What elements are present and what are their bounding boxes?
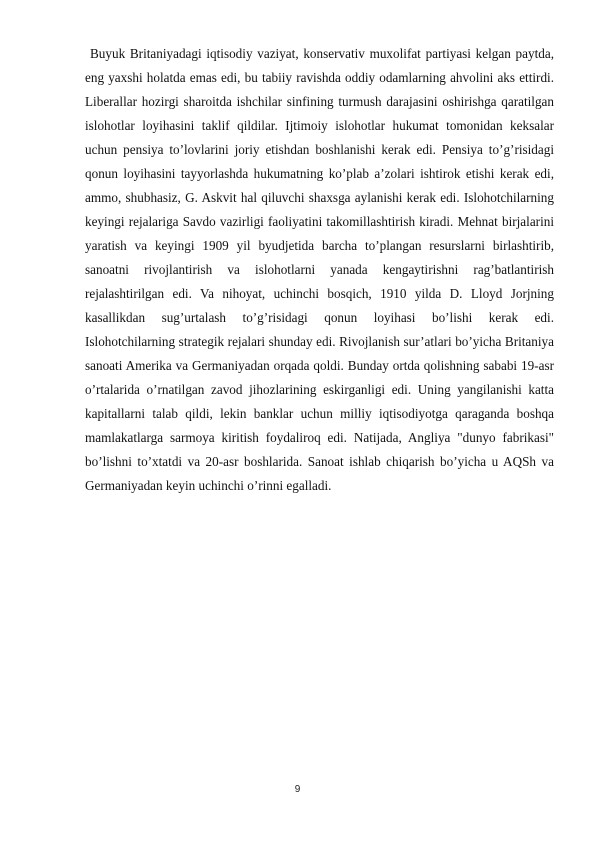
body-paragraph: Buyuk Britaniyadagi iqtisodiy vaziyat, konservativ muxolifat partiyasi kelgan paytda, eng yaxshi holatda emas edi, bu tabiiy ravishda oddiy odamlarning ahvolini aks ettirdi. Liberallar hozirgi sharoitda ishchilar sinfining turmush darajasini oshirishga qaratilgan islohotlar loyihasini taklif qildilar. Ijtimoiy islohotlar hukumat tomonidan keksalar uchun pensiya to’lovlarini joriy etishdan boshlanishi kerak edi. Pensiya to’g’risidagi qonun loyihasini tayyorlashda hukumatning ko’plab a’zolari ishtirok etishi kerak edi, ammo, shubhasiz, G. Askvit hal qiluvchi shaxsga aylanishi kerak edi. Islohotchilarning keyingi rejalariga Savdo vazirligi faoliyatini takomillashtirish kiradi. Mehnat birjalarini yaratish va keyingi 1909 yil byudjetida barcha to’plangan resurslarni birlashtirib, sanoatni rivojlantirish va islohotlarni yanada kengaytirishni rag’batlantirish rejalashtirilgan edi. Va nihoyat, uchinchi bosqich, 1910 yilda D. Lloyd Jorjning kasallikdan sug’urtalash to’g’risidagi qonun loyihasi bo’lishi kerak edi. Islohotchilarning strategik rejalari shunday edi. Rivojlanish sur’atlari bo’yicha Britaniya sanoati Amerika va Germaniyadan orqada qoldi. Bunday ortda qolishning sababi 19-asr o’rtalarida o’rnatilgan zavod jihozlarining eskirganligi edi. Uning yangilanishi katta kapitallarni talab qildi, lekin banklar uchun milliy iqtisodiyotga qaraganda boshqa mamlakatlarga sarmoya kiritish foydaliroq edi. Natijada, Angliya "dunyo fabrikasi" bo’lishni to’xtatdi va 20-asr boshlarida. Sanoat ishlab chiqarish bo’yicha u AQSh va Germaniyadan keyin uchinchi o’rinni egalladi. [85,46,554,493]
page-number: 9 [294,784,301,795]
